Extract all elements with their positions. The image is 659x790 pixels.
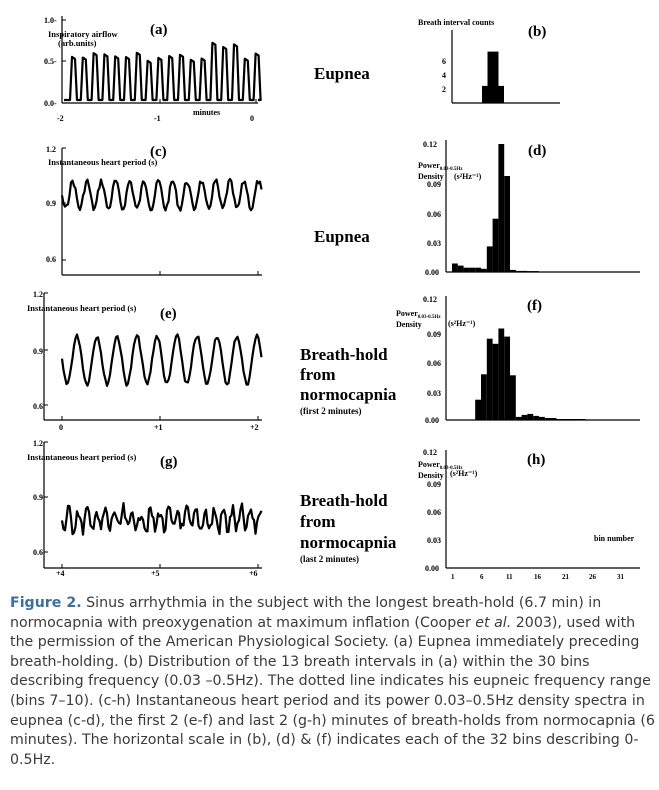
panel-f-bar bbox=[510, 375, 516, 420]
panel-b-ytick: 4 bbox=[442, 71, 446, 80]
panel-e-ytick: 1.2 bbox=[33, 290, 43, 299]
panel-f-bar bbox=[562, 419, 568, 420]
side-label-eupnea-2: Eupnea bbox=[314, 227, 370, 246]
panel-h-ytick: 0.09 bbox=[427, 480, 441, 489]
panel-d-bar bbox=[475, 268, 481, 272]
panel-f-yunit: (s²Hz⁻¹) bbox=[448, 319, 476, 328]
panel-f-bar bbox=[609, 420, 615, 421]
panel-c-ytick: 0.6 bbox=[46, 255, 56, 264]
panel-d-tag: (d) bbox=[528, 143, 547, 159]
panel-f-ytick: 0.00 bbox=[425, 416, 439, 425]
panel-a-ytick: 0.0- bbox=[44, 99, 57, 108]
panel-f-bar bbox=[522, 415, 528, 420]
panel-d-bar bbox=[504, 176, 510, 272]
caption-text-2: 2003), used with the permission of the American Physiological Society. (a) Eupnea immediately preceding breath-holding. (b) Distribution of the 13 breath intervals in (a) within the 30 bins describing frequency (0.03 –0.5Hz). The dotted line indicates his eupneic frequency range (bins 7–10). (c-h) Instantaneous heart period and its power 0.03–0.5Hz density spectra in eupnea (c-d), the first 2 (e-f) and last 2 (g-h) minutes of breath-holds from normocapnia (6 minutes). The horizontal scale in (b), (d) & (f) indicates each of the 32 bins describing 0-0.5Hz. bbox=[10, 614, 655, 768]
panel-f-bar bbox=[539, 417, 545, 420]
panel-d-bar bbox=[481, 269, 487, 272]
panel-f-ytick: 0.12 bbox=[423, 295, 437, 304]
panel-h-ylabel-2: Density bbox=[418, 471, 444, 480]
panel-h-xlabel: bin number bbox=[594, 534, 635, 543]
panel-f-tag: (f) bbox=[527, 298, 542, 314]
panel-b-ytick: 6 bbox=[442, 57, 446, 66]
panel-g-ylabel: Instantaneous heart period (s) bbox=[27, 452, 137, 462]
panel-f-ytick: 0.03 bbox=[427, 389, 441, 398]
panel-f-bar bbox=[504, 337, 510, 420]
side-label-bh2-line2: from bbox=[300, 512, 336, 531]
panel-a-ytick: 0.5- bbox=[44, 57, 57, 66]
panel-a-xunit: minutes bbox=[193, 108, 221, 117]
panel-g-xtick: +6 bbox=[249, 569, 258, 578]
side-label-bh2-sub: (last 2 minutes) bbox=[300, 554, 359, 564]
panel-f-ytick: 0.06 bbox=[427, 359, 441, 368]
panel-a-xtick: -2 bbox=[57, 114, 64, 123]
panel-f-bar bbox=[493, 344, 499, 420]
panel-a-xtick: -1 bbox=[154, 114, 161, 123]
panel-f-bar bbox=[620, 420, 626, 421]
panel-e-ylabel: Instantaneous heart period (s) bbox=[27, 303, 137, 313]
panel-f-ytick: 0.09 bbox=[427, 330, 441, 339]
panel-h-xtick: 6 bbox=[480, 573, 484, 581]
panel-f-bar bbox=[545, 418, 551, 420]
panel-d-ylabel-2: Density bbox=[418, 172, 444, 181]
panel-b-bar bbox=[499, 86, 505, 103]
panel-f-bar bbox=[527, 414, 533, 420]
panel-c-ytick: 0.9 bbox=[46, 199, 56, 208]
panel-f-ylabel-1: Power$_{0.03-0.5Hz}$ bbox=[396, 309, 441, 320]
panel-f-ylabel-2: Density bbox=[396, 320, 422, 329]
panel-c-ylabel: Instantaneous heart period (s) bbox=[48, 157, 158, 167]
panel-f-bar bbox=[516, 417, 522, 420]
panel-b-tag: (b) bbox=[528, 24, 547, 40]
panel-f-bar bbox=[498, 329, 504, 421]
panel-d-yunit: (s²Hz⁻¹) bbox=[454, 172, 482, 181]
panel-e-ytick: 0.6 bbox=[33, 402, 43, 411]
panel-d-bar bbox=[510, 270, 516, 272]
panel-h-ytick: 0.12 bbox=[423, 448, 437, 457]
heart-period-trace-breath-hold-first bbox=[62, 334, 262, 386]
panel-h-yunit: (s²Hz⁻¹) bbox=[450, 469, 478, 478]
panel-f-bar bbox=[475, 400, 481, 420]
panel-b-bar bbox=[488, 52, 494, 103]
side-label-bh1-line1: Breath-hold bbox=[300, 345, 388, 364]
airflow-trace bbox=[64, 43, 261, 100]
panel-f-bar bbox=[591, 420, 597, 421]
panel-d-bar bbox=[469, 268, 475, 272]
panel-h-xtick: 16 bbox=[534, 573, 541, 581]
panel-e-xtick: +1 bbox=[154, 423, 163, 432]
panel-f-bar bbox=[574, 419, 580, 420]
panel-a-tag: (a) bbox=[150, 22, 168, 38]
panel-d-ytick: 0.09 bbox=[427, 180, 441, 189]
panel-d-bar bbox=[487, 246, 493, 272]
panel-h-ytick: 0.00 bbox=[425, 564, 439, 573]
panel-h-ylabel-1: Power$_{0.03-0.5Hz}$ bbox=[418, 460, 463, 471]
panel-f-bar bbox=[551, 418, 557, 420]
panel-h-ytick: 0.06 bbox=[427, 508, 441, 517]
panel-d-bar bbox=[527, 271, 533, 272]
panel-d-ylabel-1: Power$_{0.03-0.5Hz}$ bbox=[418, 161, 463, 172]
panel-b-title: Breath interval counts bbox=[418, 18, 495, 27]
panel-f-bar bbox=[568, 419, 574, 420]
panel-e-xtick: 0 bbox=[59, 423, 63, 432]
panel-d-ytick: 0.03 bbox=[427, 239, 441, 248]
heart-period-trace-eupnea bbox=[62, 179, 262, 211]
panel-h-xtick: 1 bbox=[451, 573, 455, 581]
panel-b-bar bbox=[482, 86, 488, 103]
panel-f-bar bbox=[556, 419, 562, 420]
figure-label: Figure 2. bbox=[10, 595, 82, 611]
heart-period-trace-breath-hold-last bbox=[62, 503, 262, 535]
panel-d-bar bbox=[522, 271, 528, 272]
panel-d-bar bbox=[452, 264, 458, 273]
panel-f-bar bbox=[632, 420, 638, 421]
side-label-eupnea-1: Eupnea bbox=[314, 64, 370, 83]
panel-d-bar bbox=[493, 219, 499, 272]
panel-d-bar bbox=[516, 271, 522, 272]
panel-h-tag: (h) bbox=[527, 452, 546, 468]
caption-et-al: et al. bbox=[475, 614, 512, 631]
panel-g-ytick: 0.6 bbox=[33, 548, 43, 557]
panel-f-bar bbox=[603, 420, 609, 421]
side-label-bh1-line3: normocapnia bbox=[300, 385, 397, 404]
figure-caption bbox=[10, 594, 655, 770]
side-label-bh1-sub: (first 2 minutes) bbox=[300, 406, 362, 416]
panel-h-xtick: 11 bbox=[506, 573, 513, 581]
panel-h-xtick: 26 bbox=[589, 573, 596, 581]
panel-f-bar bbox=[626, 420, 632, 421]
panel-d-bar bbox=[533, 271, 539, 272]
panel-d-bar bbox=[458, 266, 464, 272]
panel-g-xtick: +4 bbox=[56, 569, 65, 578]
panel-d-ytick: 0.06 bbox=[427, 210, 441, 219]
panel-g-ytick: 1.2 bbox=[33, 439, 43, 448]
caption-text-1: Sinus arrhythmia in the subject with the longest breath-hold (6.7 min) in normocapnia with preoxygenation at maximum inflation (Cooper bbox=[10, 595, 602, 631]
panel-f-bar bbox=[481, 374, 487, 420]
panel-f-bar bbox=[487, 339, 493, 420]
panel-d-bar bbox=[464, 268, 470, 272]
panel-g-ytick: 0.9 bbox=[33, 493, 43, 502]
panel-f-bar bbox=[533, 416, 539, 420]
panel-h-xtick: 31 bbox=[617, 573, 624, 581]
panel-f-bar bbox=[614, 420, 620, 421]
panel-c-tag: (c) bbox=[150, 144, 167, 160]
panel-e-tag: (e) bbox=[160, 306, 177, 322]
panel-c-ytick: 1.2 bbox=[46, 145, 56, 154]
panel-e-xtick: +2 bbox=[250, 423, 259, 432]
panel-e-ytick: 0.9 bbox=[33, 347, 43, 356]
panel-f-bar bbox=[597, 420, 603, 421]
panel-d-bar bbox=[539, 272, 545, 273]
panel-f-bar bbox=[580, 419, 586, 420]
side-label-bh2-line1: Breath-hold bbox=[300, 491, 388, 510]
panel-g-xtick: +5 bbox=[151, 569, 160, 578]
panel-d-ytick: 0.00 bbox=[425, 268, 439, 277]
panel-a-xtick: 0 bbox=[250, 114, 254, 123]
panel-d-bar bbox=[498, 144, 504, 272]
panel-f-bar bbox=[585, 420, 591, 421]
side-label-bh2-line3: normocapnia bbox=[300, 533, 397, 552]
panel-b-ytick: 2 bbox=[442, 85, 446, 94]
panel-g-tag: (g) bbox=[160, 454, 178, 470]
panel-a-ylabel-2: (arb.units) bbox=[58, 38, 97, 48]
panel-d-ytick: 0.12 bbox=[423, 140, 437, 149]
trace-layer bbox=[44, 16, 640, 568]
side-label-bh1-line2: from bbox=[300, 365, 336, 384]
panel-a-ylabel-1: Inspiratory airflow bbox=[48, 29, 118, 39]
panel-h-ytick: 0.03 bbox=[427, 536, 441, 545]
panel-h-xtick: 21 bbox=[562, 573, 569, 581]
panel-a-ytick: 1.0- bbox=[44, 16, 57, 25]
panel-b-bar bbox=[493, 52, 499, 103]
